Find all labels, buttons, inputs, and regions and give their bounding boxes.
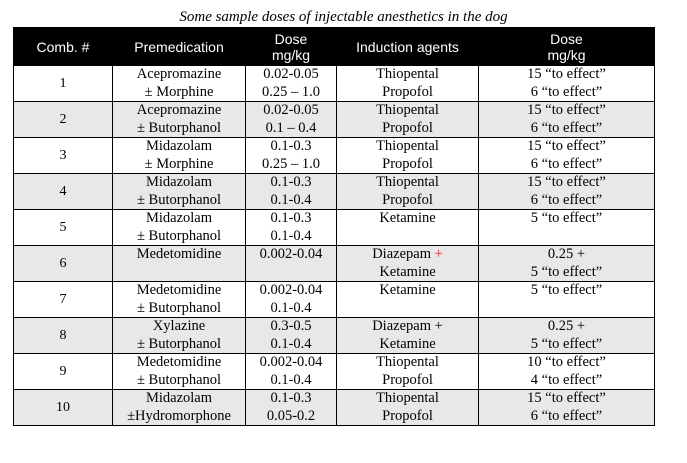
cell-line <box>113 264 245 282</box>
cell-line: Thiopental <box>376 174 439 190</box>
cell-line: Ketamine <box>379 210 436 226</box>
induction-dose-cell <box>479 282 655 318</box>
cell-line: 0.3-0.5 <box>270 318 312 334</box>
cell-line: 0.002-0.04 <box>259 354 323 370</box>
cell-line: 0.1-0.4 <box>270 371 312 388</box>
induction-agents-cell <box>337 102 479 138</box>
cell-line: Acepromazine <box>136 66 222 82</box>
premed-dose-cell <box>246 66 337 102</box>
cell-line: ± Butorphanol <box>136 371 222 388</box>
comb-number-cell: 3 <box>14 138 113 174</box>
cell-line: Diazepam + <box>372 318 443 334</box>
header-row <box>14 28 655 66</box>
table-row <box>14 318 655 354</box>
cell-line: 0.1-0.4 <box>270 335 312 352</box>
cell-line: 15 “to effect” <box>527 174 606 190</box>
cell-line: 0.05-0.2 <box>266 407 316 424</box>
premedication-cell <box>113 318 246 354</box>
induction-agents-cell <box>337 246 479 282</box>
cell-line: 6 “to effect” <box>530 119 603 136</box>
table-row <box>14 210 655 246</box>
cell-line: Propofol <box>382 83 433 100</box>
cell-line: 0.25 – 1.0 <box>262 155 320 172</box>
comb-number-cell: 1 <box>14 66 113 102</box>
comb-number-cell: 5 <box>14 210 113 246</box>
header-dose-unit: mg/kg <box>547 46 586 63</box>
cell-line: 15 “to effect” <box>527 138 606 154</box>
header-dose-label: Dose <box>274 30 308 47</box>
cell-line: Thiopental <box>376 354 439 370</box>
premedication-cell <box>113 66 246 102</box>
cell-line: Midazolam <box>145 210 213 226</box>
header-premedication: Premedication <box>113 28 246 66</box>
induction-dose-cell <box>479 318 655 354</box>
comb-number-cell: 4 <box>14 174 113 210</box>
cell-line: Ketamine <box>379 335 436 352</box>
table-row <box>14 66 655 102</box>
table-row <box>14 354 655 390</box>
cell-line: Thiopental <box>376 390 439 406</box>
cell-line: ± Butorphanol <box>136 227 222 244</box>
induction-agents-cell <box>337 354 479 390</box>
cell-line: Midazolam <box>145 174 213 190</box>
header-induction-agents: Induction agents <box>337 28 479 66</box>
cell-line: Xylazine <box>152 318 206 334</box>
cell-line: ± Butorphanol <box>136 335 222 352</box>
cell-line <box>337 300 478 318</box>
plus-sign: + <box>434 246 443 262</box>
induction-agents-cell <box>337 138 479 174</box>
cell-line: Propofol <box>382 191 433 208</box>
cell-line: 6 “to effect” <box>530 155 603 172</box>
cell-line <box>479 300 654 318</box>
header-dose-unit: mg/kg <box>271 46 311 63</box>
cell-line: 0.1-0.4 <box>270 227 312 244</box>
cell-line: 5 “to effect” <box>530 335 603 352</box>
cell-line: 0.25 + <box>547 318 586 334</box>
cell-line <box>246 264 336 282</box>
cell-line: ± Morphine <box>144 83 214 100</box>
cell-line: Ketamine <box>379 263 436 280</box>
comb-number-cell: 7 <box>14 282 113 318</box>
cell-line: 0.002-0.04 <box>259 282 323 298</box>
cell-line: Medetomidine <box>136 354 222 370</box>
cell-line: 0.1-0.4 <box>270 299 312 316</box>
cell-line: Medetomidine <box>136 246 222 262</box>
comb-number-cell: 2 <box>14 102 113 138</box>
table-row <box>14 282 655 318</box>
induction-agents-cell <box>337 210 479 246</box>
cell-line: 0.1-0.4 <box>270 191 312 208</box>
cell-line: 0.1-0.3 <box>270 174 312 190</box>
premed-dose-cell <box>246 246 337 282</box>
premed-dose-cell <box>246 102 337 138</box>
header-dose-induction <box>479 28 655 66</box>
comb-number-cell: 8 <box>14 318 113 354</box>
cell-line: 6 “to effect” <box>530 191 603 208</box>
cell-line: Thiopental <box>376 102 439 118</box>
cell-line: 4 “to effect” <box>530 371 603 388</box>
cell-line: 15 “to effect” <box>527 66 606 82</box>
header-comb: Comb. # <box>14 28 113 66</box>
induction-dose-cell <box>479 138 655 174</box>
premed-dose-cell <box>246 282 337 318</box>
cell-text: Diazepam <box>372 246 431 262</box>
cell-line: 6 “to effect” <box>530 407 603 424</box>
cell-line: Acepromazine <box>136 102 222 118</box>
cell-line: 0.02-0.05 <box>263 66 319 82</box>
comb-number-cell: 9 <box>14 354 113 390</box>
cell-line: Ketamine <box>379 282 436 298</box>
induction-dose-cell <box>479 246 655 282</box>
table-row <box>14 174 655 210</box>
premedication-cell <box>113 354 246 390</box>
induction-dose-cell <box>479 210 655 246</box>
cell-line: 15 “to effect” <box>527 102 606 118</box>
cell-line: Thiopental <box>376 66 439 82</box>
table-caption: Some sample doses of injectable anesthetics in the dog <box>179 9 508 25</box>
cell-line: 0.002-0.04 <box>259 246 323 262</box>
cell-line <box>337 246 478 264</box>
premed-dose-cell <box>246 318 337 354</box>
premedication-cell <box>113 138 246 174</box>
cell-line: 5 “to effect” <box>530 282 603 298</box>
cell-line: ± Butorphanol <box>136 299 222 316</box>
premed-dose-cell <box>246 354 337 390</box>
induction-agents-cell <box>337 282 479 318</box>
cell-line: Propofol <box>382 119 433 136</box>
premedication-cell <box>113 210 246 246</box>
cell-line: 0.1-0.3 <box>270 210 312 226</box>
table-row <box>14 102 655 138</box>
cell-line: Midazolam <box>145 390 213 406</box>
cell-line: ± Butorphanol <box>136 119 222 136</box>
cell-line: 6 “to effect” <box>530 83 603 100</box>
cell-line: 5 “to effect” <box>530 210 603 226</box>
induction-dose-cell <box>479 102 655 138</box>
cell-line: 0.25 – 1.0 <box>262 83 320 100</box>
cell-line: ±Hydromorphone <box>127 407 231 424</box>
cell-line: Propofol <box>382 407 433 424</box>
premedication-cell <box>113 246 246 282</box>
comb-number-cell: 6 <box>14 246 113 282</box>
cell-line: Thiopental <box>376 138 439 154</box>
cell-line: ± Butorphanol <box>136 191 222 208</box>
header-dose-label: Dose <box>550 30 583 47</box>
premedication-cell <box>113 174 246 210</box>
premed-dose-cell <box>246 390 337 426</box>
induction-agents-cell <box>337 66 479 102</box>
cell-line: 0.02-0.05 <box>263 102 319 118</box>
cell-line <box>337 228 478 246</box>
cell-line: Midazolam <box>145 138 213 154</box>
table-row <box>14 246 655 282</box>
anesthetics-table <box>13 27 655 426</box>
induction-dose-cell <box>479 66 655 102</box>
cell-line <box>479 228 654 246</box>
comb-number-cell: 10 <box>14 390 113 426</box>
cell-line: 0.1-0.3 <box>270 138 312 154</box>
induction-agents-cell <box>337 318 479 354</box>
cell-line: ± Morphine <box>144 155 214 172</box>
induction-dose-cell <box>479 174 655 210</box>
cell-line: Propofol <box>382 371 433 388</box>
cell-line: 0.1-0.3 <box>270 390 312 406</box>
premed-dose-cell <box>246 138 337 174</box>
induction-agents-cell <box>337 174 479 210</box>
header-dose-premed <box>246 28 337 66</box>
cell-line: 0.25 + <box>547 246 586 262</box>
premed-dose-cell <box>246 210 337 246</box>
premedication-cell <box>113 390 246 426</box>
cell-line: 10 “to effect” <box>527 354 606 370</box>
cell-line: Propofol <box>382 155 433 172</box>
table-row <box>14 390 655 426</box>
induction-dose-cell <box>479 390 655 426</box>
premed-dose-cell <box>246 174 337 210</box>
cell-line: 15 “to effect” <box>527 390 606 406</box>
premedication-cell <box>113 282 246 318</box>
premedication-cell <box>113 102 246 138</box>
cell-line: 0.1 – 0.4 <box>265 119 317 136</box>
cell-line: 5 “to effect” <box>530 263 603 280</box>
induction-dose-cell <box>479 354 655 390</box>
table-row <box>14 138 655 174</box>
cell-line: Medetomidine <box>136 282 222 298</box>
induction-agents-cell <box>337 390 479 426</box>
